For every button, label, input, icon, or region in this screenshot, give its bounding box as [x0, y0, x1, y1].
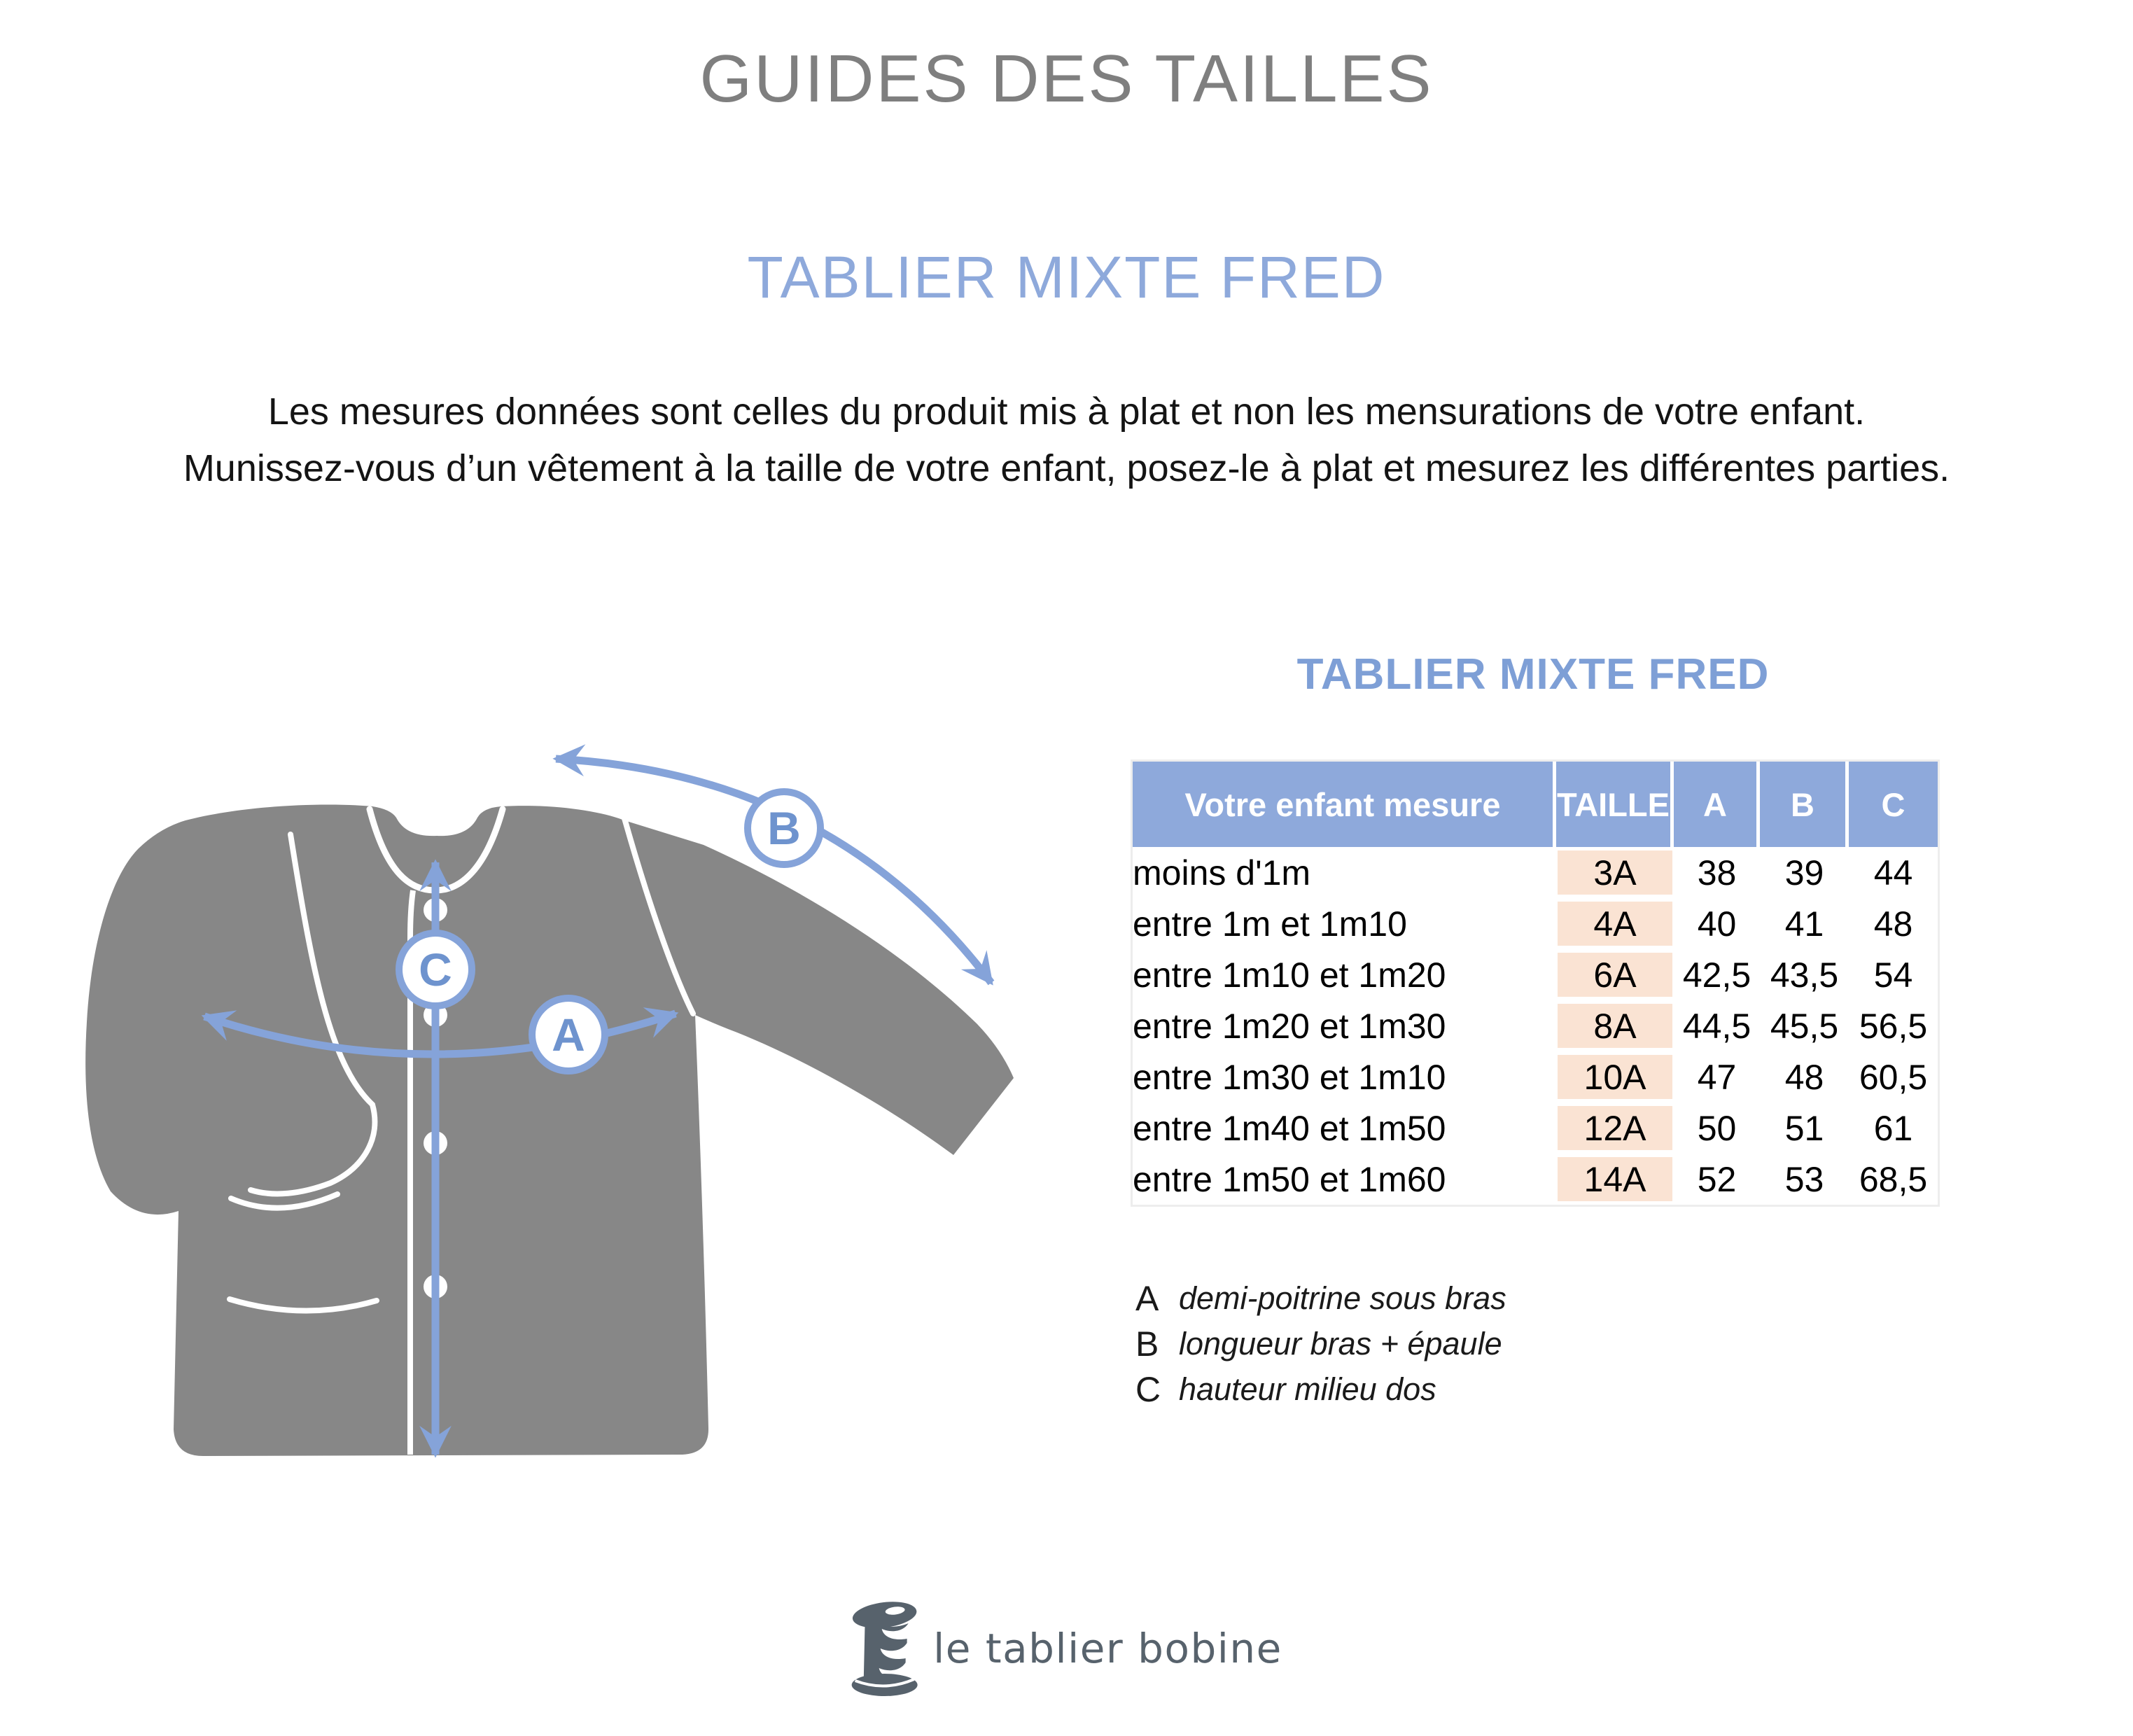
legend-letter: B [1135, 1324, 1159, 1364]
header-b: B [1760, 762, 1849, 847]
cell-taille: 14A [1556, 1154, 1674, 1205]
label-a: A [552, 1009, 585, 1060]
table-row [1133, 1051, 1938, 1102]
legend-item-b [1135, 1321, 1506, 1366]
label-badge-c [399, 933, 472, 1006]
cell-mesure: entre 1m40 et 1m50 [1133, 1102, 1556, 1154]
cell-taille: 3A [1556, 847, 1674, 898]
legend-item-a [1135, 1275, 1506, 1321]
cell-mesure: entre 1m et 1m10 [1133, 898, 1556, 949]
header-mesure: Votre enfant mesure [1133, 762, 1556, 847]
legend-letter: A [1135, 1278, 1159, 1318]
table-row [1133, 1154, 1938, 1205]
cell-mesure: entre 1m30 et 1m10 [1133, 1051, 1556, 1102]
table-title: TABLIER MIXTE FRED [1296, 650, 1770, 699]
cell-c: 54 [1849, 949, 1938, 1000]
table-row [1133, 898, 1938, 949]
cell-b: 39 [1760, 847, 1849, 898]
cell-c: 48 [1849, 898, 1938, 949]
cell-a: 38 [1674, 847, 1760, 898]
cell-mesure: entre 1m20 et 1m30 [1133, 1000, 1556, 1051]
cell-taille: 6A [1556, 949, 1674, 1000]
table-row [1133, 949, 1938, 1000]
legend-text: longueur bras + épaule [1179, 1325, 1502, 1362]
smock-diagram [70, 700, 1092, 1512]
cell-b: 53 [1760, 1154, 1849, 1205]
cell-b: 43,5 [1760, 949, 1849, 1000]
brand-logo-text: le tablier bobine [933, 1625, 1282, 1672]
label-b: B [767, 802, 801, 854]
table-row [1133, 1102, 1938, 1154]
cell-a: 52 [1674, 1154, 1760, 1205]
intro-line-2: Munissez-vous d’un vêtement à la taille de votre enfant, posez-le à plat et mesurez les différentes parties. [183, 447, 1950, 489]
bobbin-icon [851, 1600, 918, 1698]
cell-b: 51 [1760, 1102, 1849, 1154]
cell-a: 42,5 [1674, 949, 1760, 1000]
cell-c: 68,5 [1849, 1154, 1938, 1205]
cell-mesure: moins d'1m [1133, 847, 1556, 898]
cell-a: 50 [1674, 1102, 1760, 1154]
cell-a: 44,5 [1674, 1000, 1760, 1051]
cell-taille: 10A [1556, 1051, 1674, 1102]
intro-paragraph [0, 384, 2133, 497]
label-badge-b [748, 792, 820, 864]
header-taille: TAILLE [1556, 762, 1674, 847]
intro-line-1: Les mesures données sont celles du produit mis à plat et non les mensurations de votre enfant. [267, 391, 1866, 433]
measurement-legend [1135, 1275, 1506, 1412]
cell-a: 40 [1674, 898, 1760, 949]
garment-silhouette [85, 804, 1014, 1456]
header-c: C [1849, 762, 1938, 847]
legend-text: hauteur milieu dos [1179, 1371, 1436, 1407]
legend-text: demi-poitrine sous bras [1179, 1280, 1506, 1316]
page-subtitle: TABLIER MIXTE FRED [747, 244, 1386, 310]
size-table-frame [1131, 760, 1940, 1207]
page-title: GUIDES DES TAILLES [699, 41, 1434, 116]
table-row [1133, 1000, 1938, 1051]
cell-b: 41 [1760, 898, 1849, 949]
cell-taille: 4A [1556, 898, 1674, 949]
brand-logo [851, 1600, 1282, 1698]
table-header-row [1133, 762, 1938, 847]
label-badge-a [532, 998, 605, 1071]
cell-c: 60,5 [1849, 1051, 1938, 1102]
cell-mesure: entre 1m50 et 1m60 [1133, 1154, 1556, 1205]
cell-mesure: entre 1m10 et 1m20 [1133, 949, 1556, 1000]
cell-c: 61 [1849, 1102, 1938, 1154]
legend-item-c [1135, 1366, 1506, 1412]
cell-taille: 8A [1556, 1000, 1674, 1051]
header-a: A [1674, 762, 1760, 847]
legend-letter: C [1135, 1369, 1161, 1409]
cell-a: 47 [1674, 1051, 1760, 1102]
cell-b: 45,5 [1760, 1000, 1849, 1051]
cell-taille: 12A [1556, 1102, 1674, 1154]
size-table [1133, 762, 1938, 1205]
cell-c: 56,5 [1849, 1000, 1938, 1051]
label-c: C [419, 944, 452, 995]
table-row [1133, 847, 1938, 898]
cell-b: 48 [1760, 1051, 1849, 1102]
cell-c: 44 [1849, 847, 1938, 898]
